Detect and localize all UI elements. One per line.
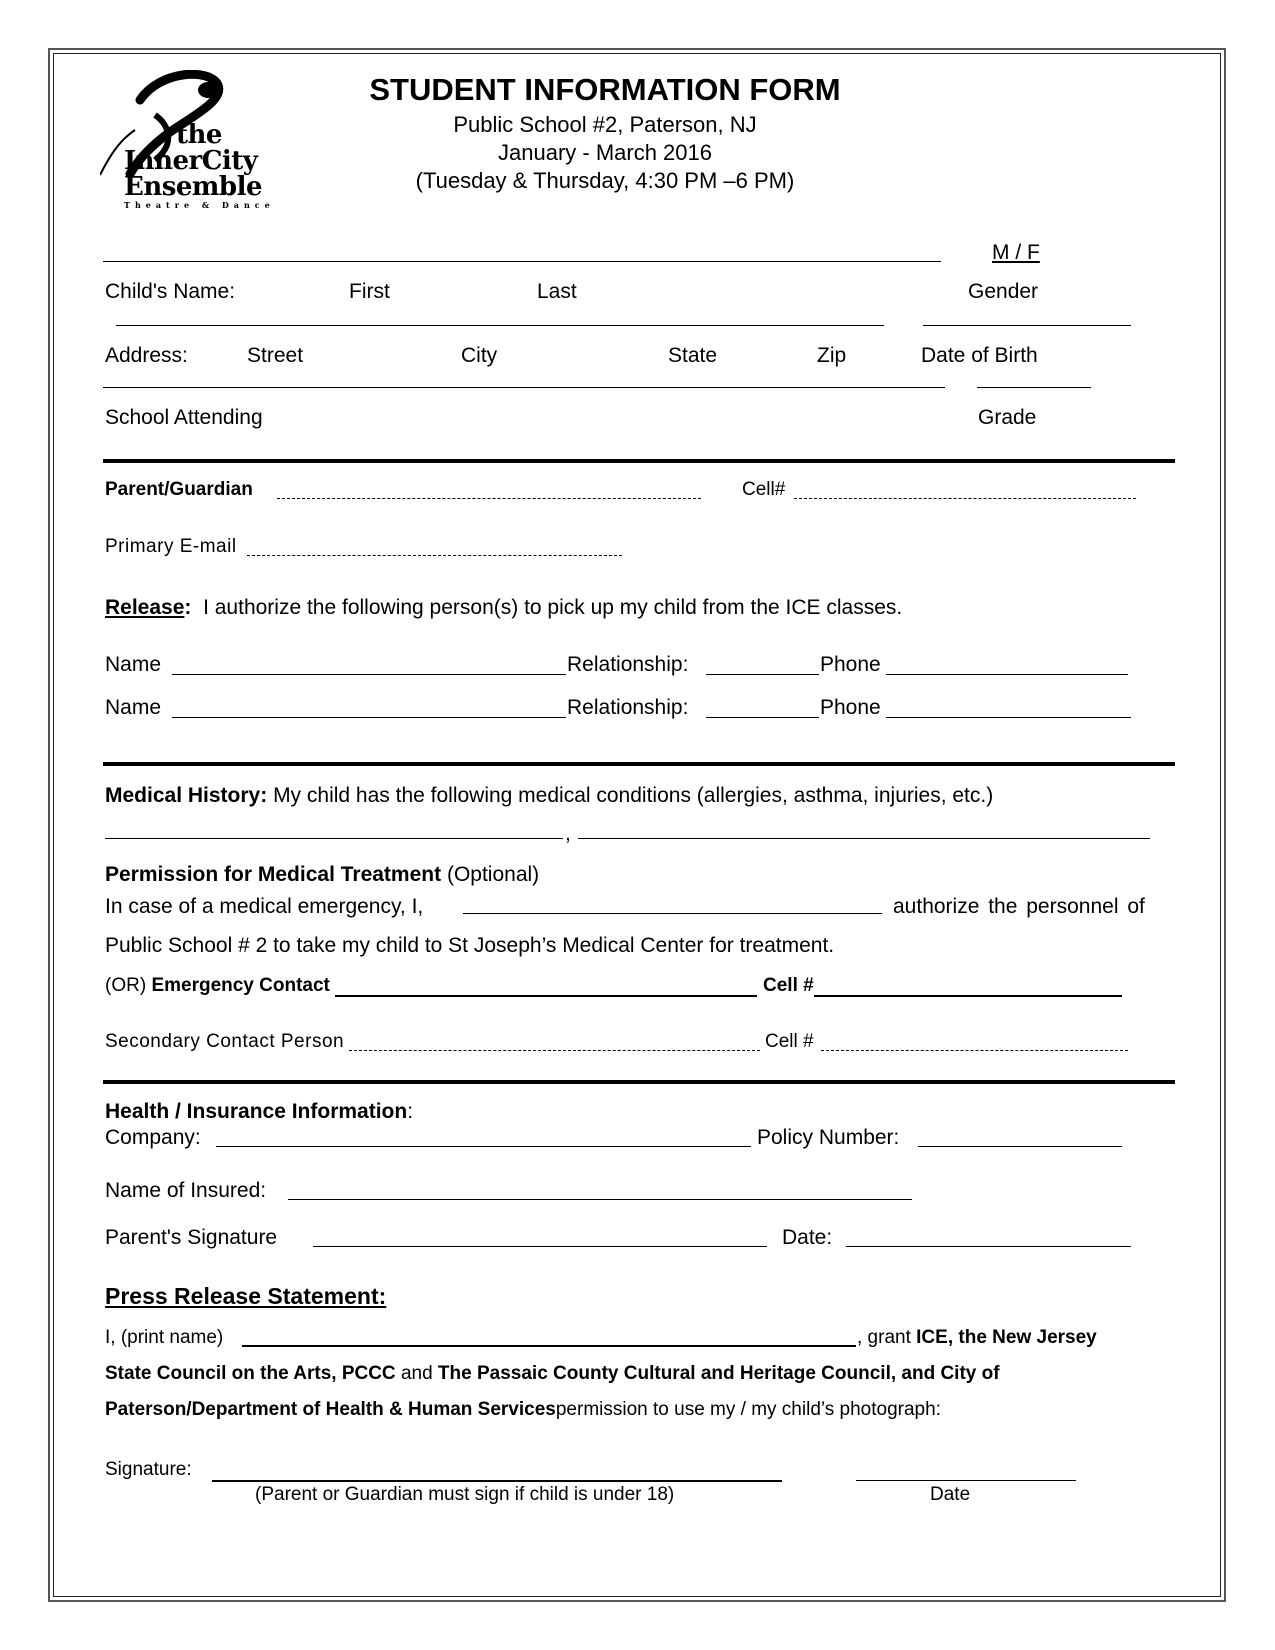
medical-text: My child has the following medical conditions (allergies, asthma, injuries, etc.) bbox=[273, 784, 994, 807]
emergency-post: authorize the personnel of bbox=[893, 895, 1145, 918]
header-schedule: (Tuesday & Thursday, 4:30 PM –6 PM) bbox=[415, 168, 795, 193]
insurance-colon: : bbox=[407, 1100, 414, 1123]
press-line2 bbox=[105, 1363, 1000, 1385]
dob-label: Date of Birth bbox=[921, 344, 1038, 367]
or-label: (OR) bbox=[105, 975, 147, 996]
section-divider bbox=[103, 762, 1175, 766]
state-label: State bbox=[668, 344, 718, 367]
guardian-field[interactable] bbox=[277, 498, 701, 499]
release-colon: : bbox=[184, 596, 192, 619]
school-label: School Attending bbox=[105, 406, 263, 429]
emergency-cell-field[interactable] bbox=[814, 995, 1122, 997]
dob-field[interactable] bbox=[923, 325, 1131, 326]
section-divider bbox=[103, 459, 1175, 463]
press-passaic: The Passaic County Cultural and Heritage Council, and City of bbox=[437, 1363, 1000, 1384]
medical-heading: Medical History: bbox=[105, 784, 268, 807]
logo-text: the InnerCity Ensemble Theatre & Dance bbox=[124, 120, 275, 210]
press-and: and bbox=[400, 1363, 433, 1384]
insured-label: Name of Insured: bbox=[105, 1179, 267, 1202]
secondary-contact-field[interactable] bbox=[349, 1050, 760, 1051]
secondary-cell-field[interactable] bbox=[821, 1050, 1128, 1051]
press-line3 bbox=[105, 1399, 941, 1421]
child-name-field[interactable] bbox=[103, 261, 941, 262]
email-field[interactable] bbox=[247, 555, 622, 556]
secondary-contact-label: Secondary Contact Person bbox=[105, 1031, 345, 1052]
permission-optional: (Optional) bbox=[446, 863, 540, 886]
header-school: Public School #2, Paterson, NJ bbox=[453, 112, 757, 137]
address-field[interactable] bbox=[116, 325, 884, 326]
school-field[interactable] bbox=[103, 387, 945, 388]
form-title: STUDENT INFORMATION FORM bbox=[369, 72, 841, 107]
or-line bbox=[105, 975, 330, 997]
gender-label: Gender bbox=[968, 280, 1039, 303]
press-signature-label: Signature: bbox=[105, 1459, 192, 1480]
press-grant-line bbox=[857, 1327, 1097, 1349]
parent-signature-field[interactable] bbox=[313, 1246, 767, 1247]
header-dates: January - March 2016 bbox=[498, 140, 712, 165]
emergency-contact-field[interactable] bbox=[335, 995, 757, 997]
press-date-label: Date bbox=[930, 1484, 971, 1505]
release-heading: Release bbox=[105, 596, 185, 619]
release-text: I authorize the following person(s) to pick up my child from the ICE classes. bbox=[203, 596, 903, 619]
policy-label: Policy Number: bbox=[757, 1126, 900, 1149]
zip-label: Zip bbox=[817, 344, 847, 367]
grade-label: Grade bbox=[978, 406, 1037, 429]
parent-signature-label: Parent's Signature bbox=[105, 1226, 278, 1249]
permission-heading: Permission for Medical Treatment bbox=[105, 863, 442, 886]
guardian-label: Parent/Guardian bbox=[105, 479, 253, 500]
release-name-field-1[interactable] bbox=[172, 674, 566, 675]
medical-condition-field-2[interactable] bbox=[578, 838, 1150, 839]
insurance-date-field[interactable] bbox=[846, 1246, 1131, 1247]
press-permission: permission to use my / my child’s photograph: bbox=[555, 1399, 941, 1420]
release-name-field-2[interactable] bbox=[172, 717, 566, 718]
press-signature-field[interactable] bbox=[212, 1480, 782, 1482]
guardian-cell-label: Cell# bbox=[742, 479, 786, 500]
section-divider bbox=[103, 1080, 1175, 1084]
policy-field[interactable] bbox=[918, 1146, 1122, 1147]
last-name-label: Last bbox=[537, 280, 577, 303]
insurance-heading: Health / Insurance Information bbox=[105, 1100, 408, 1123]
secondary-cell-label: Cell # bbox=[765, 1031, 814, 1052]
press-ice-nj: ICE, the New Jersey bbox=[916, 1327, 1097, 1348]
email-label: Primary E-mail bbox=[105, 536, 237, 557]
release-line bbox=[105, 596, 902, 620]
emergency-pre: In case of a medical emergency, I, bbox=[105, 895, 424, 918]
release-name-label-1: Name bbox=[105, 653, 162, 676]
release-relationship-field-2[interactable] bbox=[706, 717, 819, 718]
press-grant: , grant bbox=[857, 1327, 911, 1348]
release-phone-label-2: Phone bbox=[820, 696, 881, 719]
company-label: Company: bbox=[105, 1126, 201, 1149]
release-phone-label-1: Phone bbox=[820, 653, 881, 676]
permission-line bbox=[105, 863, 539, 887]
release-phone-field-2[interactable] bbox=[886, 717, 1131, 718]
press-paterson: Paterson/Department of Health & Human Services bbox=[105, 1399, 556, 1420]
first-name-label: First bbox=[349, 280, 390, 303]
release-relationship-label-2: Relationship: bbox=[567, 696, 689, 719]
company-field[interactable] bbox=[216, 1146, 751, 1147]
medical-line bbox=[105, 784, 993, 808]
emergency-contact-label: Emergency Contact bbox=[151, 975, 330, 996]
gender-options[interactable]: M / F bbox=[992, 241, 1040, 264]
insurance-date-label: Date: bbox=[782, 1226, 833, 1249]
guardian-cell-field[interactable] bbox=[794, 498, 1136, 499]
release-relationship-field-1[interactable] bbox=[706, 674, 819, 675]
print-name-label: I, (print name) bbox=[105, 1327, 224, 1348]
ice-logo bbox=[100, 70, 300, 220]
release-name-label-2: Name bbox=[105, 696, 162, 719]
release-phone-field-1[interactable] bbox=[886, 674, 1128, 675]
address-label: Address: bbox=[105, 344, 188, 367]
parent-name-field[interactable] bbox=[463, 913, 882, 914]
street-label: Street bbox=[247, 344, 304, 367]
child-name-label: Child's Name: bbox=[105, 280, 236, 303]
print-name-field[interactable] bbox=[242, 1345, 856, 1347]
release-relationship-label-1: Relationship: bbox=[567, 653, 689, 676]
insurance-heading-line bbox=[105, 1100, 413, 1124]
sign-note: (Parent or Guardian must sign if child is under 18) bbox=[255, 1484, 675, 1505]
press-council: State Council on the Arts, PCCC bbox=[105, 1363, 396, 1384]
emergency-line2: Public School # 2 to take my child to St Joseph’s Medical Center for treatment. bbox=[105, 934, 835, 957]
press-date-field[interactable] bbox=[856, 1480, 1076, 1481]
press-heading: Press Release Statement: bbox=[105, 1283, 387, 1309]
emergency-cell-label: Cell # bbox=[763, 975, 814, 996]
city-label: City bbox=[461, 344, 498, 367]
insured-field[interactable] bbox=[288, 1199, 912, 1200]
medical-comma: , bbox=[565, 822, 571, 845]
medical-condition-field-1[interactable] bbox=[105, 838, 563, 839]
grade-field[interactable] bbox=[977, 387, 1091, 388]
